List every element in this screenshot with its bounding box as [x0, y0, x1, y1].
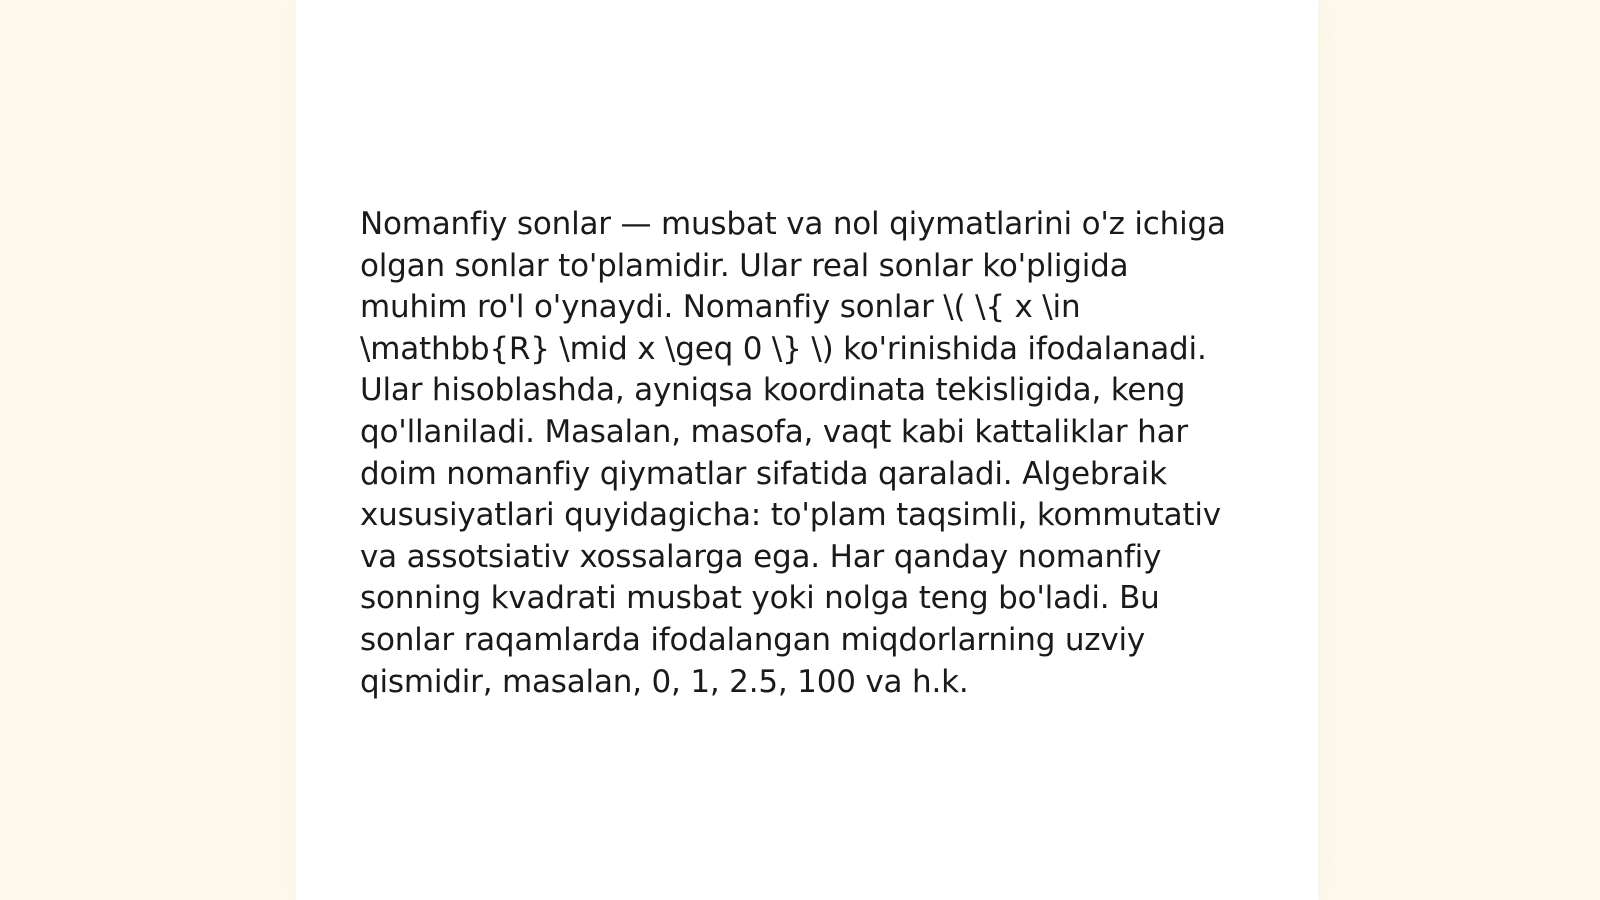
- body-paragraph: Nomanfiy sonlar — musbat va nol qiymatlarini o'z ichiga olgan sonlar to'plamidir. Ular real sonlar ko'pligida muhim ro'l o'ynaydi. Nomanfiy sonlar \( \{ x \in \mathbb{R} \mid x \geq 0 \} \) ko'rinishida ifodalanadi. Ular hisoblashda, ayniqsa koordinata tekisligida, keng qo'llaniladi. Masalan, masofa, vaqt kabi kattaliklar har doim nomanfiy qiymatlar sifatida qaraladi. Algebraik xususiyatlari quyidagicha: to'plam taqsimli, kommutativ va assotsiativ xossalarga ega. Har qanday nomanfiy sonning kvadrati musbat yoki nolga teng bo'ladi. Bu sonlar raqamlarda ifodalangan miqdorlarning uzviy qismidir, masalan, 0, 1, 2.5, 100 va h.k.: [360, 206, 1226, 700]
- document-page: [296, 0, 1318, 900]
